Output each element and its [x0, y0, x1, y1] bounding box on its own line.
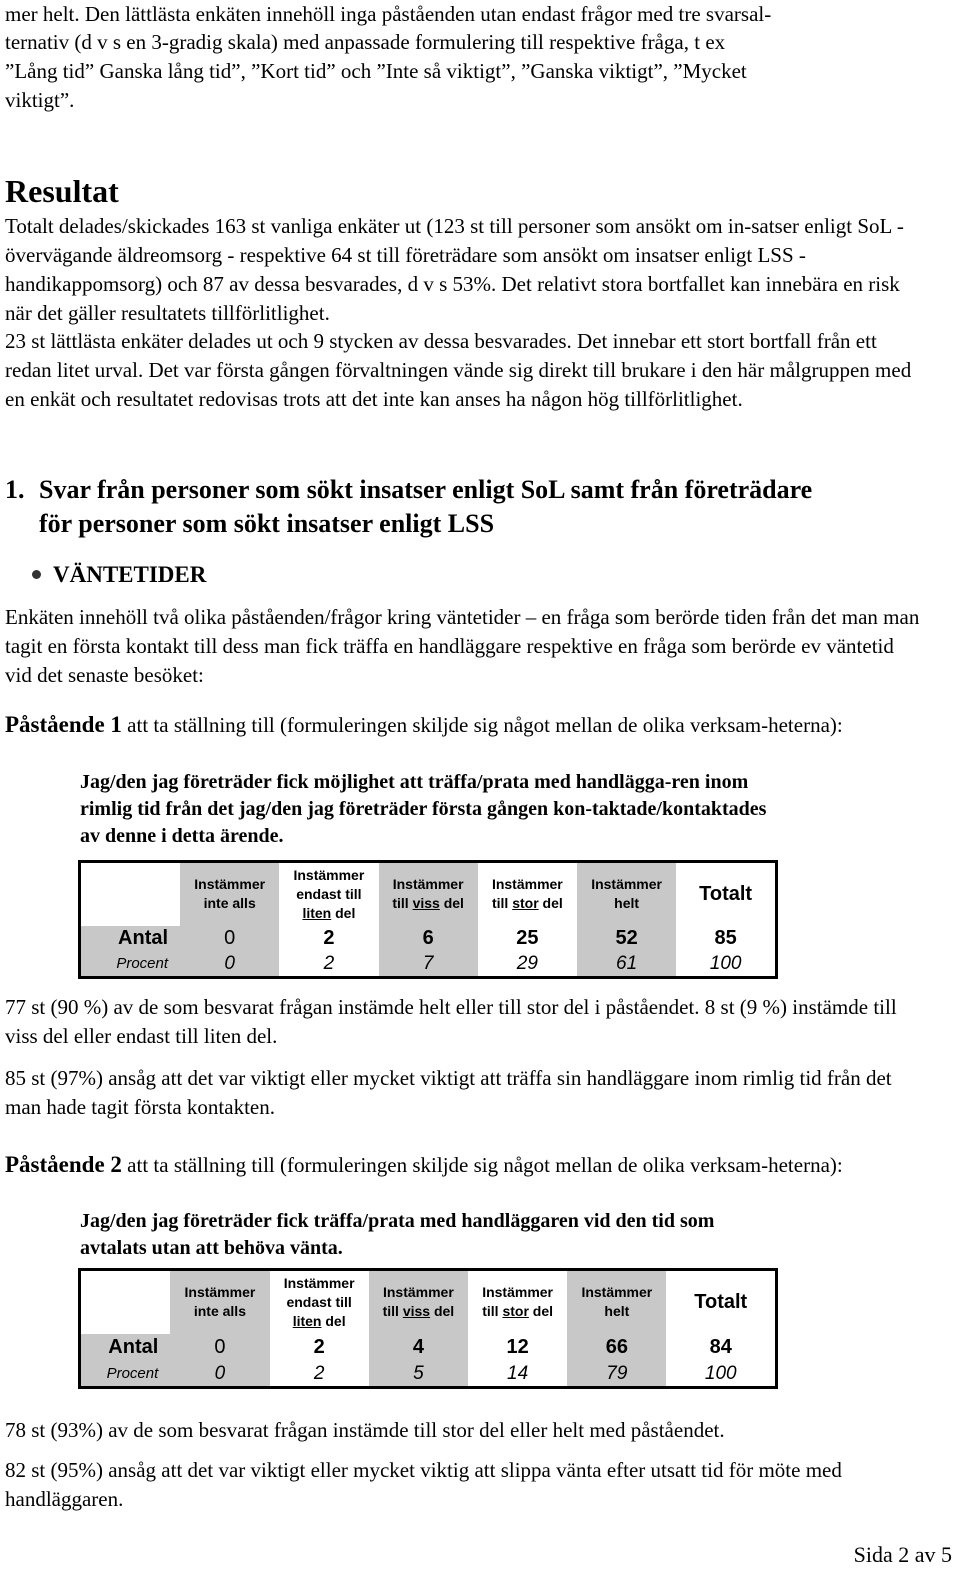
intro-line-3: ”Lång tid” Ganska lång tid”, ”Kort tid” och ”Inte så viktigt”, ”Ganska viktigt”, ”Mycket	[5, 59, 747, 83]
intro-line-2: ternativ (d v s en 3-gradig skala) med anpassade formulering till respektive fråga, t ex	[5, 30, 726, 54]
col-header-stor-del: Instämmer till stor del	[478, 862, 577, 926]
page-number: Sida 2 av 5	[853, 1542, 952, 1567]
cell-antal-total: 84	[666, 1334, 776, 1362]
col-header-viss-del: Instämmer till viss del	[392, 876, 464, 912]
pastaende-2-rest: att ta ställning till (formuleringen skiljde sig något mellan de olika verksam-heterna):	[121, 1153, 843, 1177]
pastaende-1-statement: Jag/den jag företräder fick möjlighet att träffa/prata med handlägga-ren inom rimlig tid från det jag/den jag företräder första gången kon-taktade/kontaktades av denne i detta ärende.	[80, 771, 767, 847]
section-number: 1.	[5, 475, 25, 504]
cell-antal: 0	[214, 1336, 226, 1358]
col-header-liten-del: Instämmer endast till liten del	[279, 862, 378, 926]
col-header-inte-alls: Instämmer inte alls	[194, 876, 266, 912]
cell-antal: 52	[615, 927, 638, 949]
cell-procent-total: 100	[676, 952, 776, 978]
col-header-totalt: Totalt	[676, 862, 776, 926]
pastaende-1-rest: att ta ställning till (formuleringen skiljde sig något mellan de olika verksam-heterna):	[121, 713, 843, 737]
cell-antal: 2	[279, 926, 378, 952]
section-title-line-2: för personer som sökt insatser enligt LSS	[39, 509, 495, 538]
row-label-procent: Procent	[116, 955, 169, 973]
col-header-helt: Instämmer helt	[581, 1284, 653, 1320]
cell-antal: 0	[224, 927, 236, 949]
resultat-paragraph-1: Totalt delades/skickades 163 st vanliga enkäter ut (123 st till personer som ansökt om in-satser enligt SoL - övervägande äldreomsorg - respektive 64 st till företrädare som ansökt om insatser enligt LSS - handikappomsorg) och 87 av dessa besvarades, d v s 53%. Det relativt stora bortfallet kan innebära en risk när det gäller resultatets tillförlitlighet.	[5, 214, 904, 325]
pastaende-2-result-1: 78 st (93%) av de som besvarat frågan instämde till stor del eller helt med påståendet.	[5, 1418, 725, 1442]
cell-procent: 5	[413, 1362, 424, 1384]
section-1-heading	[5, 473, 945, 541]
cell-antal: 25	[478, 926, 577, 952]
cell-antal: 12	[468, 1334, 567, 1362]
cell-procent: 29	[478, 952, 577, 978]
pastaende-2-statement: Jag/den jag företräder fick träffa/prata med handläggaren vid den tid som avtalats utan att behöva vänta.	[80, 1210, 715, 1259]
cell-antal: 4	[412, 1336, 424, 1358]
pastaende-1-label: Påstående 1	[5, 712, 122, 737]
row-label-procent: Procent	[106, 1365, 159, 1383]
col-header-inte-alls: Instämmer inte alls	[184, 1284, 256, 1320]
cell-antal: 6	[422, 927, 434, 949]
cell-procent: 0	[224, 952, 235, 974]
bullet-vantetider	[32, 560, 206, 590]
section-title-line-1: Svar från personer som sökt insatser enligt SoL samt från företrädare	[39, 475, 813, 504]
cell-procent: 79	[606, 1362, 628, 1384]
intro-line-1: mer helt. Den lättlästa enkäten innehöll inga påståenden utan endast frågor med tre svarsal-	[5, 2, 772, 26]
cell-procent: 2	[279, 952, 378, 978]
table-corner	[80, 1270, 171, 1334]
cell-procent: 14	[468, 1362, 567, 1388]
col-header-stor-del: Instämmer till stor del	[468, 1270, 567, 1334]
pastaende-1-intro	[5, 710, 925, 740]
cell-procent: 0	[214, 1362, 226, 1384]
cell-procent: 61	[616, 952, 638, 974]
cell-antal: 66	[605, 1336, 628, 1358]
resultat-heading: Resultat	[5, 173, 119, 209]
pastaende-1-result-1: 77 st (90 %) av de som besvarat frågan instämde helt eller till stor del i påståendet. 8 st (9 %) instämde till viss del eller endast till liten del.	[5, 995, 897, 1048]
intro-line-4: viktigt”.	[5, 88, 75, 112]
row-label-antal: Antal	[108, 1336, 159, 1358]
col-header-viss-del: Instämmer till viss del	[382, 1284, 455, 1320]
pastaende-2-label: Påstående 2	[5, 1152, 122, 1177]
cell-antal: 2	[270, 1334, 369, 1362]
pastaende-2-result-2: 82 st (95%) ansåg att det var viktigt eller mycket viktig att slippa vänta efter utsatt tid för möte med handläggaren.	[5, 1458, 842, 1511]
col-header-helt: Instämmer helt	[591, 876, 662, 912]
bullet-dot-icon	[32, 570, 41, 579]
pastaende-2-intro	[5, 1150, 925, 1180]
table-corner	[80, 862, 181, 926]
table-pastaende-2	[78, 1268, 778, 1389]
cell-procent: 2	[270, 1362, 369, 1388]
resultat-paragraph-2: 23 st lättlästa enkäter delades ut och 9 stycken av dessa besvarades. Det innebar ett stort bortfall från ett redan litet urval. Det var första gången förvaltningen vände sig direkt till brukare i den här målgruppen med en enkät och resultatet redovisas trots att det inte kan anses ha någon hög tillförlitlighet.	[5, 329, 912, 411]
row-label-antal: Antal	[118, 927, 169, 949]
vantetider-text: Enkäten innehöll två olika påståenden/frågor kring väntetider – en fråga som berörde tiden från det man man tagit en första kontakt till dess man fick träffa en handläggare respektive en fråga som berörde ev väntetid vid det senaste besöket:	[5, 605, 920, 687]
bullet-label: VÄNTETIDER	[53, 562, 207, 587]
col-header-totalt: Totalt	[666, 1270, 776, 1334]
cell-procent-total: 100	[666, 1362, 776, 1388]
cell-antal-total: 85	[676, 926, 776, 952]
table-pastaende-1	[78, 860, 778, 979]
cell-procent: 7	[422, 952, 434, 974]
pastaende-1-result-2: 85 st (97%) ansåg att det var viktigt eller mycket viktigt att träffa sin handläggare inom rimlig tid från det man hade tagit första kontakten.	[5, 1066, 892, 1119]
col-header-liten-del: Instämmer endast till liten del	[270, 1270, 369, 1334]
